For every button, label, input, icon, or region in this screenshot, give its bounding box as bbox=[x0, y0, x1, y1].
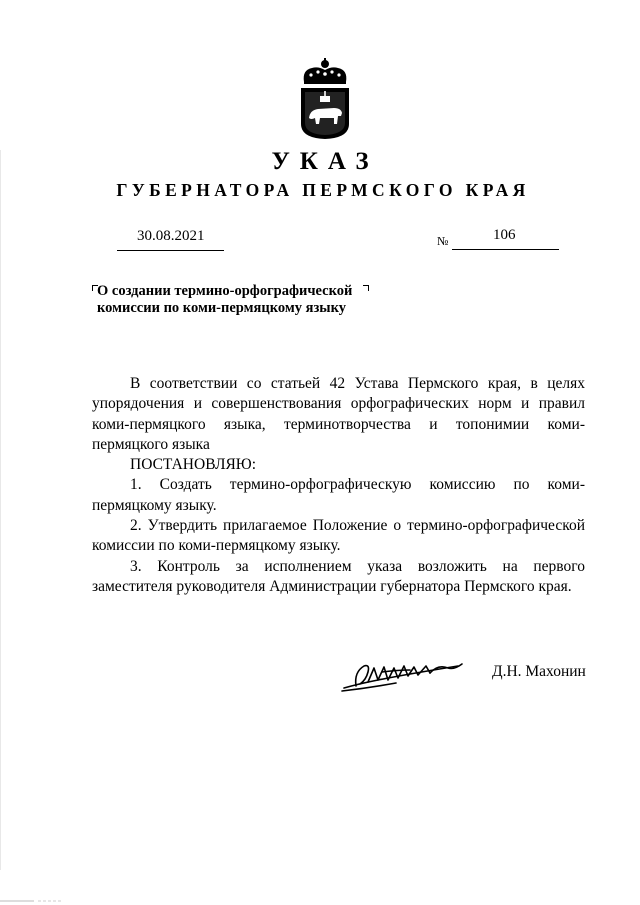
document-body bbox=[92, 374, 585, 597]
number-label: № bbox=[437, 234, 449, 248]
signer-name: Д.Н. Махонин bbox=[492, 663, 586, 680]
number-field bbox=[452, 227, 559, 250]
document-subject bbox=[97, 283, 352, 317]
document-subtitle: ГУБЕРНАТОРА ПЕРМСКОГО КРАЯ bbox=[116, 180, 530, 200]
document-number: 106 bbox=[493, 227, 516, 243]
document-date: 30.08.2021 bbox=[137, 228, 205, 244]
subject-line-2: комиссии по коми-пермяцкому языку bbox=[97, 300, 346, 316]
item-3: 3. Контроль за исполнением указа возложить на первого заместителя руководителя Администрации губернатора Пермского края. bbox=[92, 557, 585, 595]
document-title: УКАЗ bbox=[271, 148, 379, 175]
scan-footer-mark bbox=[0, 897, 640, 905]
coat-of-arms-icon bbox=[296, 58, 354, 140]
decree-word: ПОСТАНОВЛЯЮ: bbox=[130, 456, 257, 474]
handwritten-signature bbox=[338, 658, 466, 694]
subject-bracket-right bbox=[363, 285, 369, 291]
scan-margin-line bbox=[0, 150, 1, 870]
preamble-paragraph: В соответствии со статьей 42 Устава Пермского края, в целях упорядочения и совершенствования орфографических норм и правил коми-пермяцкого языка, терминотворчества и топонимии коми-пермяцкого языка bbox=[92, 375, 585, 453]
item-1: 1. Создать термино-орфографическую комиссию по коми-пермяцкому языку. bbox=[92, 476, 585, 514]
subject-line-1: О создании термино-орфографической bbox=[97, 283, 353, 299]
date-field bbox=[117, 228, 224, 251]
item-2: 2. Утвердить прилагаемое Положение о термино-орфографической комиссии по коми-пермяцкому языку. bbox=[92, 517, 585, 555]
